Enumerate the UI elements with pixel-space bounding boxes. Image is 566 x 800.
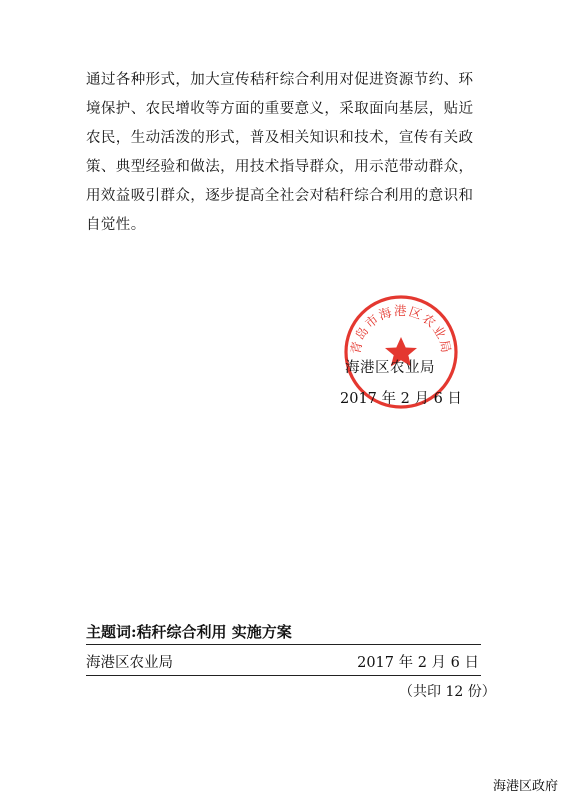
body-line: 自觉性。 xyxy=(86,217,146,233)
document-body xyxy=(86,66,486,240)
seal-text: 青岛市海港区农业局 xyxy=(347,303,455,356)
keywords-line xyxy=(86,621,481,645)
body-line: 策、典型经验和做法，用技术指导群众，用示范带动群众， xyxy=(86,159,474,175)
signature-organization: 海港区农业局 xyxy=(345,360,435,376)
body-line: 境保护、农民增收等方面的重要意义，采取面向基层，贴近 xyxy=(86,101,474,117)
issuing-organization: 海港区农业局 xyxy=(86,655,173,671)
body-line: 通过各种形式，加大宣传秸秆综合利用对促进资源节约、环 xyxy=(86,72,474,88)
source-watermark: 海港区政府 xyxy=(493,779,559,794)
issuing-date: 2017 年 2 月 6 日 xyxy=(357,655,479,671)
body-line: 农民，生动活泼的形式，普及相关知识和技术，宣传有关政 xyxy=(86,130,474,146)
signature-date: 2017 年 2 月 6 日 xyxy=(340,391,462,407)
keywords-value: 秸秆综合利用 实施方案 xyxy=(136,623,292,641)
keywords-label: 主题词: xyxy=(86,623,137,641)
print-copies: （共印 12 份） xyxy=(399,684,496,700)
issuing-info-row xyxy=(86,651,481,676)
body-line: 用效益吸引群众，逐步提高全社会对秸秆综合利用的意识和 xyxy=(86,188,474,204)
